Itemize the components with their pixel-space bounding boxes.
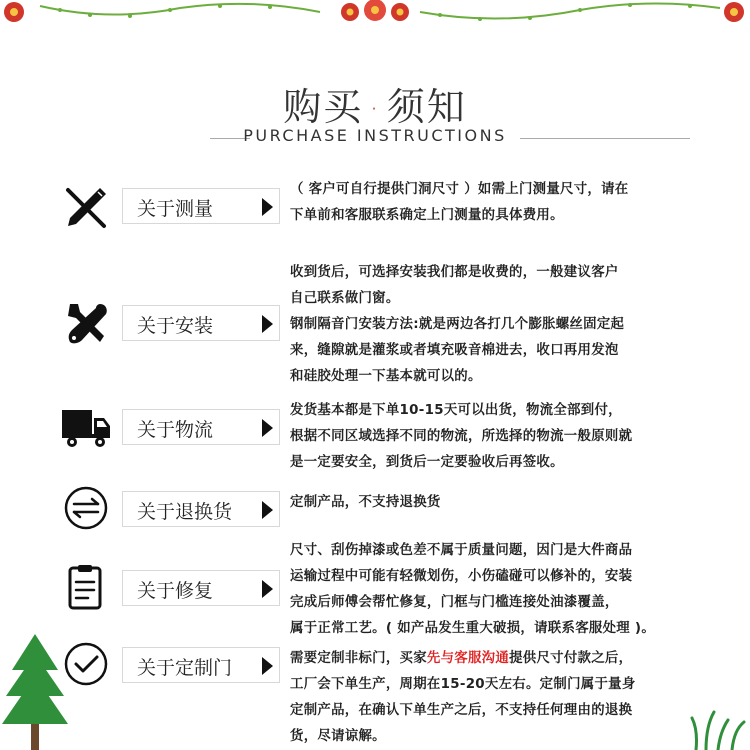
desc-repair: [290, 538, 735, 642]
desc-line: 尺寸、刮伤掉漆或色差不属于质量问题，因门是大件商品: [290, 543, 633, 558]
desc-returns: [290, 490, 735, 516]
desc-line: 工厂会下单生产，周期在15-20天左右。定制门属于量身: [290, 677, 636, 692]
label-repair[interactable]: [122, 570, 280, 606]
label-returns-text: 关于退换货: [137, 501, 233, 523]
desc-line: 来，缝隙就是灌浆或者填充吸音棉进去，收口再用发泡: [290, 343, 619, 358]
title-right: 须知: [386, 85, 467, 129]
desc-line: 定制产品，不支持退换货: [290, 495, 441, 510]
desc-line: [290, 646, 735, 672]
desc-line: 和硅胶处理一下基本就可以的。: [290, 369, 482, 384]
subtitle-row: [0, 126, 750, 150]
grass-icon: [688, 690, 750, 750]
desc-installation: [290, 260, 735, 390]
exchange-icon: [60, 484, 112, 536]
label-logistics-text: 关于物流: [137, 419, 214, 441]
label-measurement[interactable]: [122, 188, 280, 224]
label-repair-text: 关于修复: [137, 580, 214, 602]
desc-line: 根据不同区域选择不同的物流，所选择的物流一般原则就: [290, 429, 633, 444]
label-custom-door-text: 关于定制门: [137, 657, 233, 679]
title-dot: ·: [369, 92, 381, 127]
page-subtitle: PURCHASE INSTRUCTIONS: [243, 126, 507, 145]
desc-line: 收到货后，可选择安装我们都是收费的，一般建议客户: [290, 265, 619, 280]
clipboard-icon: [60, 562, 112, 614]
label-installation-text: 关于安装: [137, 315, 214, 337]
desc-line: 发货基本都是下单10-15天可以出货，物流全部到付，: [290, 403, 622, 418]
arrow-right-icon: [262, 419, 273, 437]
desc-line: 定制产品，在确认下单生产之后，不支持任何理由的退换: [290, 703, 633, 718]
desc-custom-door: [290, 646, 735, 750]
title-left: 购买: [283, 85, 364, 129]
desc-line: 钢制隔音门安装方法:就是两边各打几个膨胀螺丝固定起: [290, 317, 625, 332]
desc-line: 下单前和客服联系确定上门测量的具体费用。: [290, 208, 564, 223]
desc-text: 需要定制非标门，买家: [290, 651, 427, 666]
flower-left-icon: [0, 0, 40, 30]
label-installation[interactable]: [122, 305, 280, 341]
desc-text: 提供尺寸付款之后，: [509, 651, 633, 666]
arrow-right-icon: [262, 657, 273, 675]
desc-measurement: [290, 177, 735, 229]
pine-tree-icon: [0, 630, 70, 750]
desc-highlight: 先与客服沟通: [426, 651, 510, 666]
desc-line: 货，尽请谅解。: [290, 729, 386, 744]
label-returns[interactable]: [122, 491, 280, 527]
desc-logistics: [290, 398, 735, 476]
label-measurement-text: 关于测量: [137, 198, 214, 220]
desc-line: 是一定要安全，到货后一定要验收后再签收。: [290, 455, 564, 470]
page-title: [0, 76, 750, 131]
flower-center-icon: [330, 0, 420, 30]
desc-line: （ 客户可自行提供门洞尺寸 ）如需上门测量尺寸，请在: [290, 182, 629, 197]
label-custom-door[interactable]: [122, 647, 280, 683]
ruler-pen-icon: [60, 182, 112, 234]
desc-line: 运输过程中可能有轻微划伤，小伤磕碰可以修补的，安装: [290, 569, 633, 584]
truck-icon: [60, 402, 112, 454]
desc-line: 自己联系做门窗。: [290, 291, 400, 306]
arrow-right-icon: [262, 501, 273, 519]
flower-right-icon: [712, 0, 750, 30]
arrow-right-icon: [262, 315, 273, 333]
arrow-right-icon: [262, 198, 273, 216]
desc-line: 属于正常工艺。( 如产品发生重大破损，请联系客服处理 )。: [290, 621, 656, 636]
desc-line: 完成后师傅会帮忙修复，门框与门槛连接处油漆覆盖，: [290, 595, 619, 610]
arrow-right-icon: [262, 580, 273, 598]
tools-icon: [60, 298, 112, 350]
label-logistics[interactable]: [122, 409, 280, 445]
